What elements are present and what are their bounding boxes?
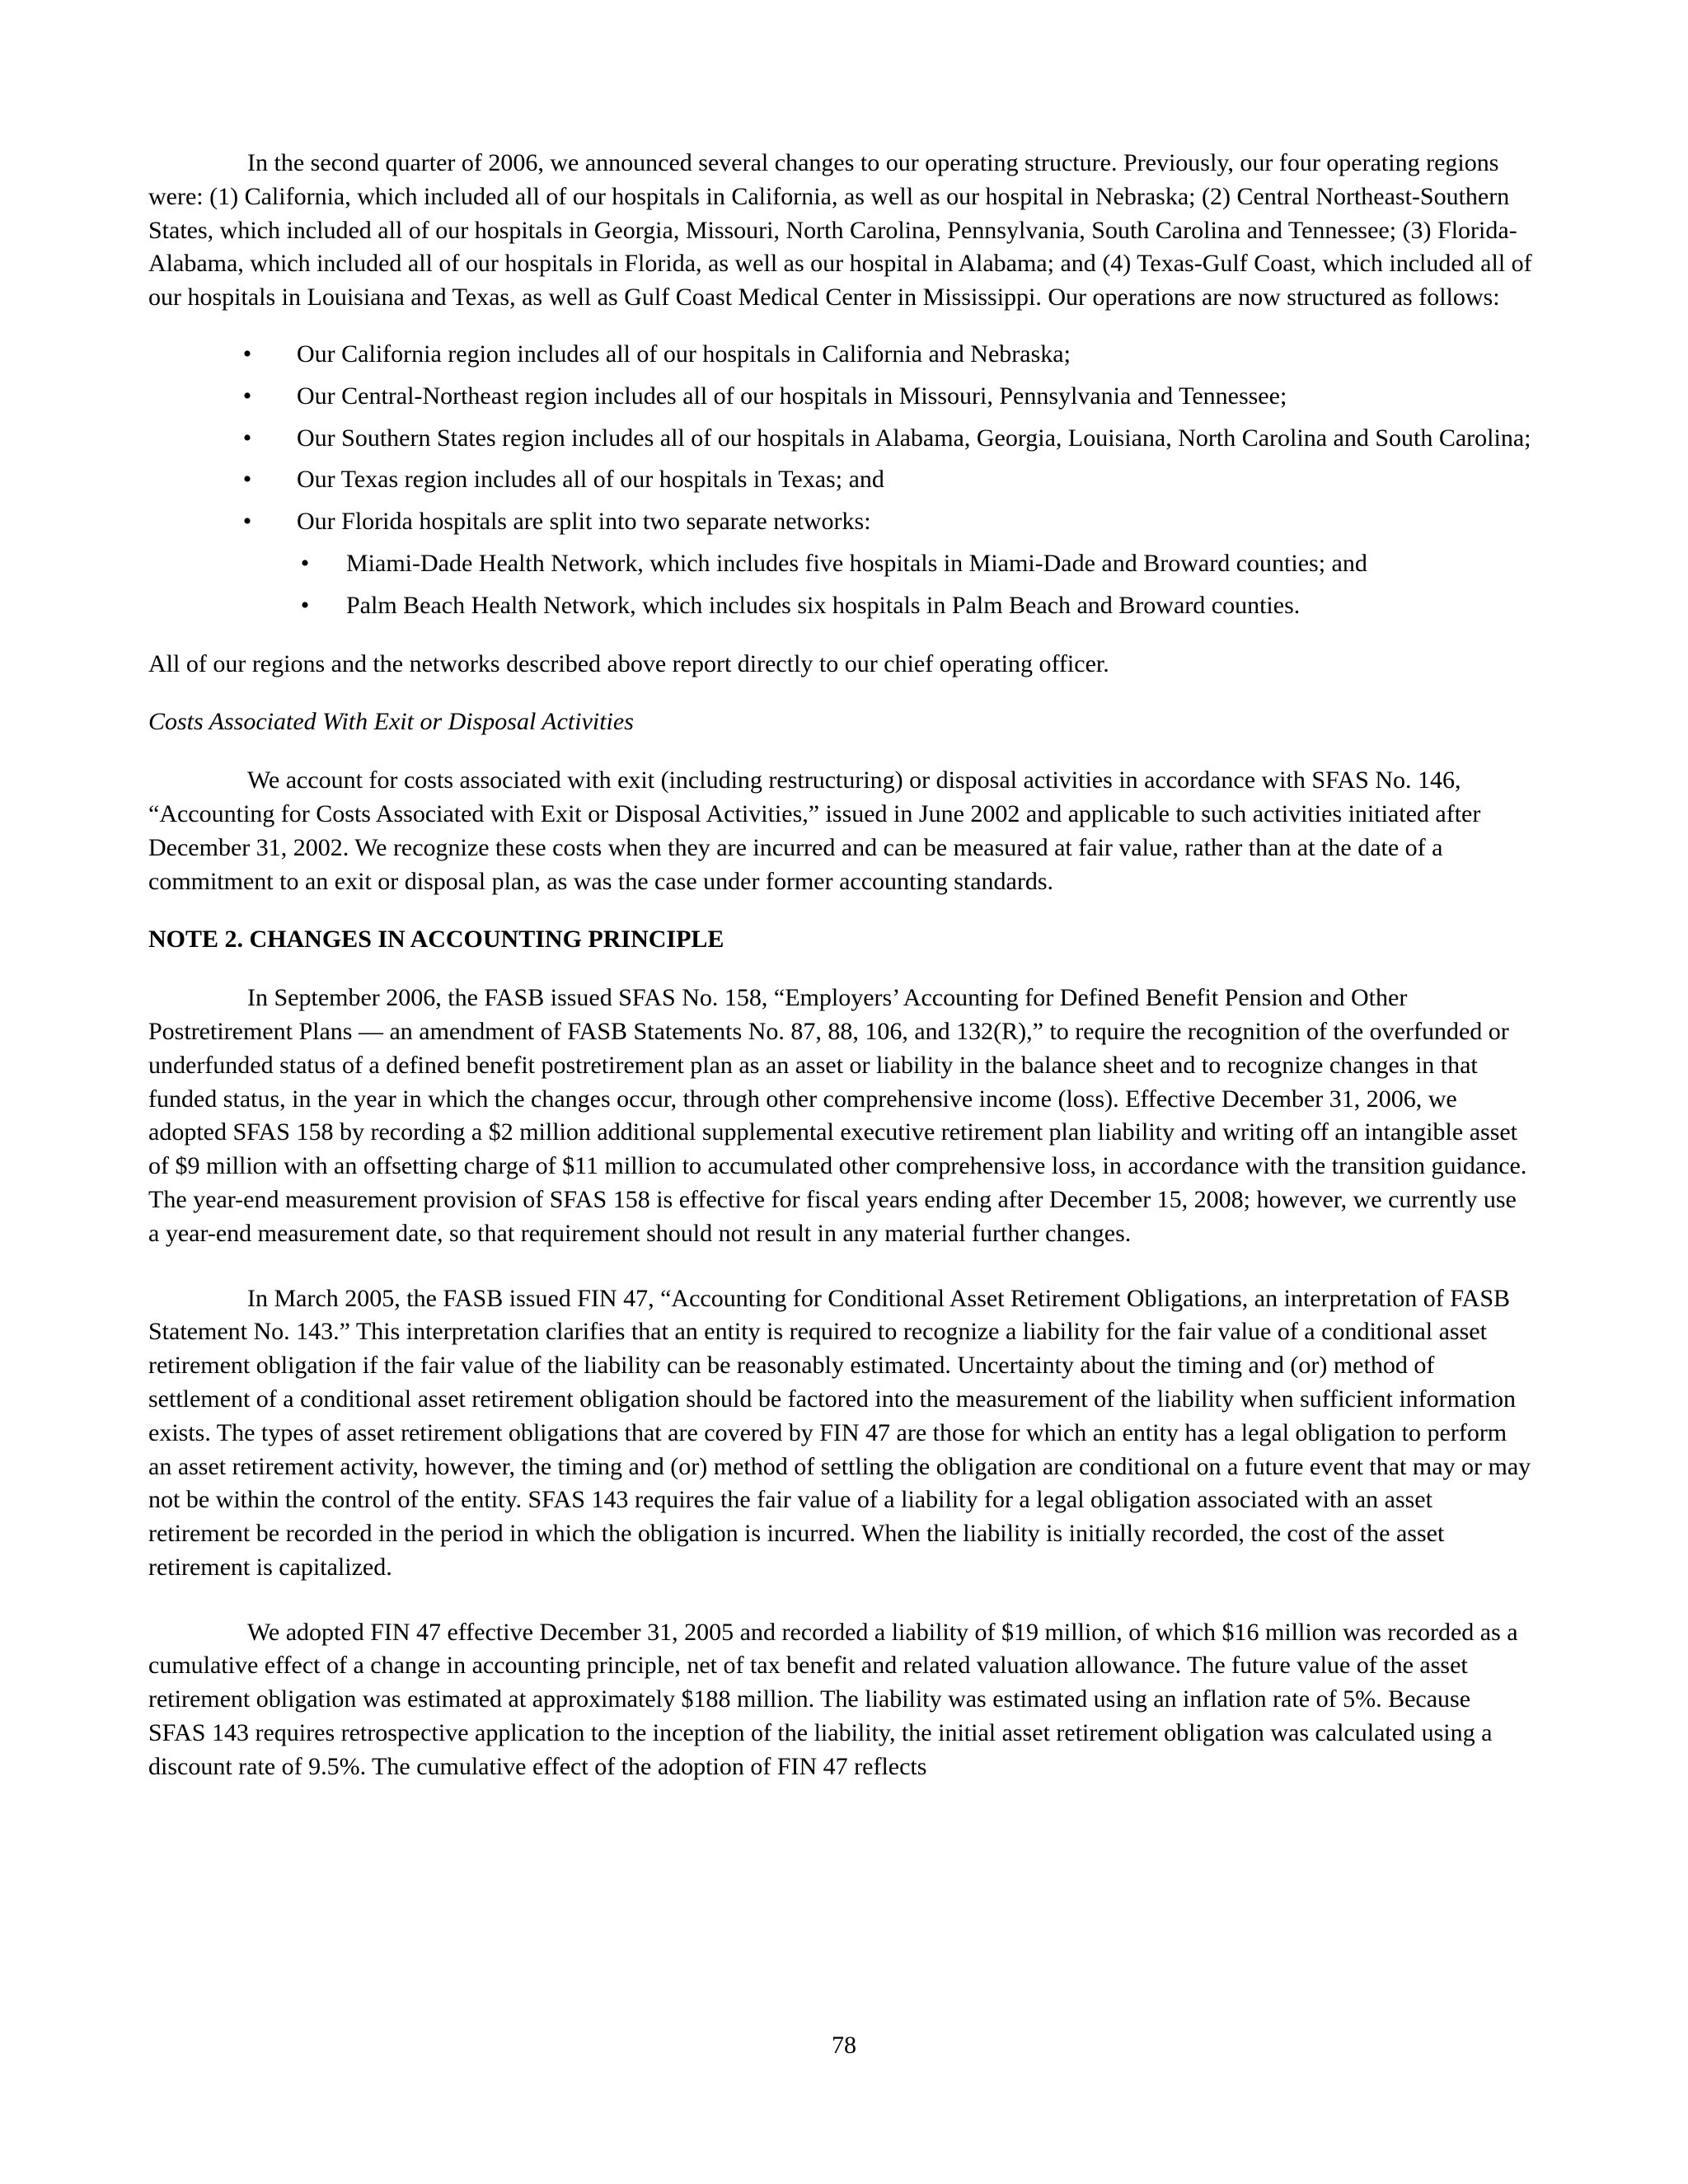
list-item: [148, 422, 1533, 456]
florida-network-list: [297, 547, 1533, 623]
network-palm-beach: Palm Beach Health Network, which includes six hospitals in Palm Beach and Broward counties.: [346, 591, 1301, 619]
list-item: [148, 505, 1533, 622]
bullet-icon: •: [300, 591, 310, 619]
region-central-northeast: Our Central-Northeast region includes all of our hospitals in Missouri, Pennsylvania and Tennessee;: [297, 382, 1287, 410]
bullet-icon: •: [242, 508, 252, 536]
document-page: [148, 147, 1533, 1784]
intro-paragraph: In the second quarter of 2006, we announced several changes to our operating structure. Previously, our four operating regions were: (1) California, which included all of our hospitals in California, as well as our hospital in Nebraska; (2) Central Northeast-Southern States, which included all of our hospitals in Georgia, Missouri, North Carolina, Pennsylvania, South Carolina and Tennessee; (3) Florida-Alabama, which included all of our hospitals in Florida, as well as our hospital in Alabama; and (4) Texas-Gulf Coast, which included all of our hospitals in Louisiana and Texas, as well as Gulf Coast Medical Center in Mississippi. Our operations are now structured as follows:: [148, 149, 1532, 312]
page-number: 78: [832, 2032, 856, 2059]
note2-heading: NOTE 2. CHANGES IN ACCOUNTING PRINCIPLE: [148, 926, 724, 954]
region-florida: Our Florida hospitals are split into two separate networks:: [297, 508, 871, 536]
note2-paragraph-fin47: In March 2005, the FASB issued FIN 47, “Accounting for Conditional Asset Retirement Obligations, an interpretation of FASB Statement No. 143.” This interpretation clarifies that an entity is required to recognize a liability for the fair value of a conditional asset retirement obligation if the fair value of the liability can be reasonably estimated. Uncertainty about the timing and (or) method of settlement of a conditional asset retirement obligation should be factored into the measurement of the liability when sufficient information exists. The types of asset retirement obligations that are covered by FIN 47 are those for which an entity has a legal obligation to perform an asset retirement activity, however, the timing and (or) method of settling the obligation are conditional on a future event that may or may not be within the control of the entity. SFAS 143 requires the fair value of a liability for a legal obligation associated with an asset retirement be recorded in the period in which the obligation is incurred. When the liability is initially recorded, the cost of the asset retirement is capitalized.: [148, 1284, 1531, 1581]
list-item: [148, 463, 1533, 497]
note2-paragraph-sfas158: In September 2006, the FASB issued SFAS No. 158, “Employers’ Accounting for Defined Benefit Pension and Other Postretirement Plans — an amendment of FASB Statements No. 87, 88, 106, and 132(R),” to require the recognition of the overfunded or underfunded status of a defined benefit postretirement plan as an asset or liability in the balance sheet and to recognize changes in that funded status, in the year in which the changes occur, through other comprehensive income (loss). Effective December 31, 2006, we adopted SFAS 158 by recording a $2 million additional supplemental executive retirement plan liability and writing off an intangible asset of $9 million with an offsetting charge of $11 million to accumulated other comprehensive loss, in accordance with the transition guidance. The year-end measurement provision of SFAS 158 is effective for fiscal years ending after December 15, 2008; however, we currently use a year-end measurement date, so that requirement should not result in any material further changes.: [148, 984, 1527, 1247]
list-item: [148, 380, 1533, 414]
list-item: [297, 589, 1533, 623]
exit-costs-title: Costs Associated With Exit or Disposal Activities: [148, 708, 634, 736]
region-california: Our California region includes all of our hospitals in California and Nebraska;: [297, 340, 1071, 368]
bullet-icon: •: [242, 340, 252, 368]
bullet-icon: •: [300, 549, 310, 577]
bullet-icon: •: [242, 424, 252, 452]
region-list: [148, 338, 1533, 623]
region-texas: Our Texas region includes all of our hospitals in Texas; and: [297, 466, 884, 494]
network-miami-dade: Miami-Dade Health Network, which includes five hospitals in Miami-Dade and Broward counties; and: [346, 549, 1367, 577]
bullet-icon: •: [242, 382, 252, 410]
list-item: [148, 338, 1533, 372]
list-item: [297, 547, 1533, 581]
intro-closing: All of our regions and the networks described above report directly to our chief operating officer.: [148, 649, 1109, 677]
bullet-icon: •: [242, 466, 252, 494]
note2-paragraph-adoption: We adopted FIN 47 effective December 31, 2005 and recorded a liability of $19 million, of which $16 million was recorded as a cumulative effect of a change in accounting principle, net of tax benefit and related valuation allowance. The future value of the asset retirement obligation was estimated at approximately $188 million. The liability was estimated using an inflation rate of 5%. Because SFAS 143 requires retrospective application to the inception of the liability, the initial asset retirement obligation was calculated using a discount rate of 9.5%. The cumulative effect of the adoption of FIN 47 reflects: [148, 1618, 1518, 1780]
exit-costs-paragraph: We account for costs associated with exit (including restructuring) or disposal activities in accordance with SFAS No. 146, “Accounting for Costs Associated with Exit or Disposal Activities,” issued in June 2002 and applicable to such activities initiated after December 31, 2002. We recognize these costs when they are incurred and can be measured at fair value, rather than at the date of a commitment to an exit or disposal plan, as was the case under former accounting standards.: [148, 766, 1481, 895]
region-southern-states: Our Southern States region includes all of our hospitals in Alabama, Georgia, Louisiana, North Carolina and South Carolina;: [297, 424, 1531, 452]
